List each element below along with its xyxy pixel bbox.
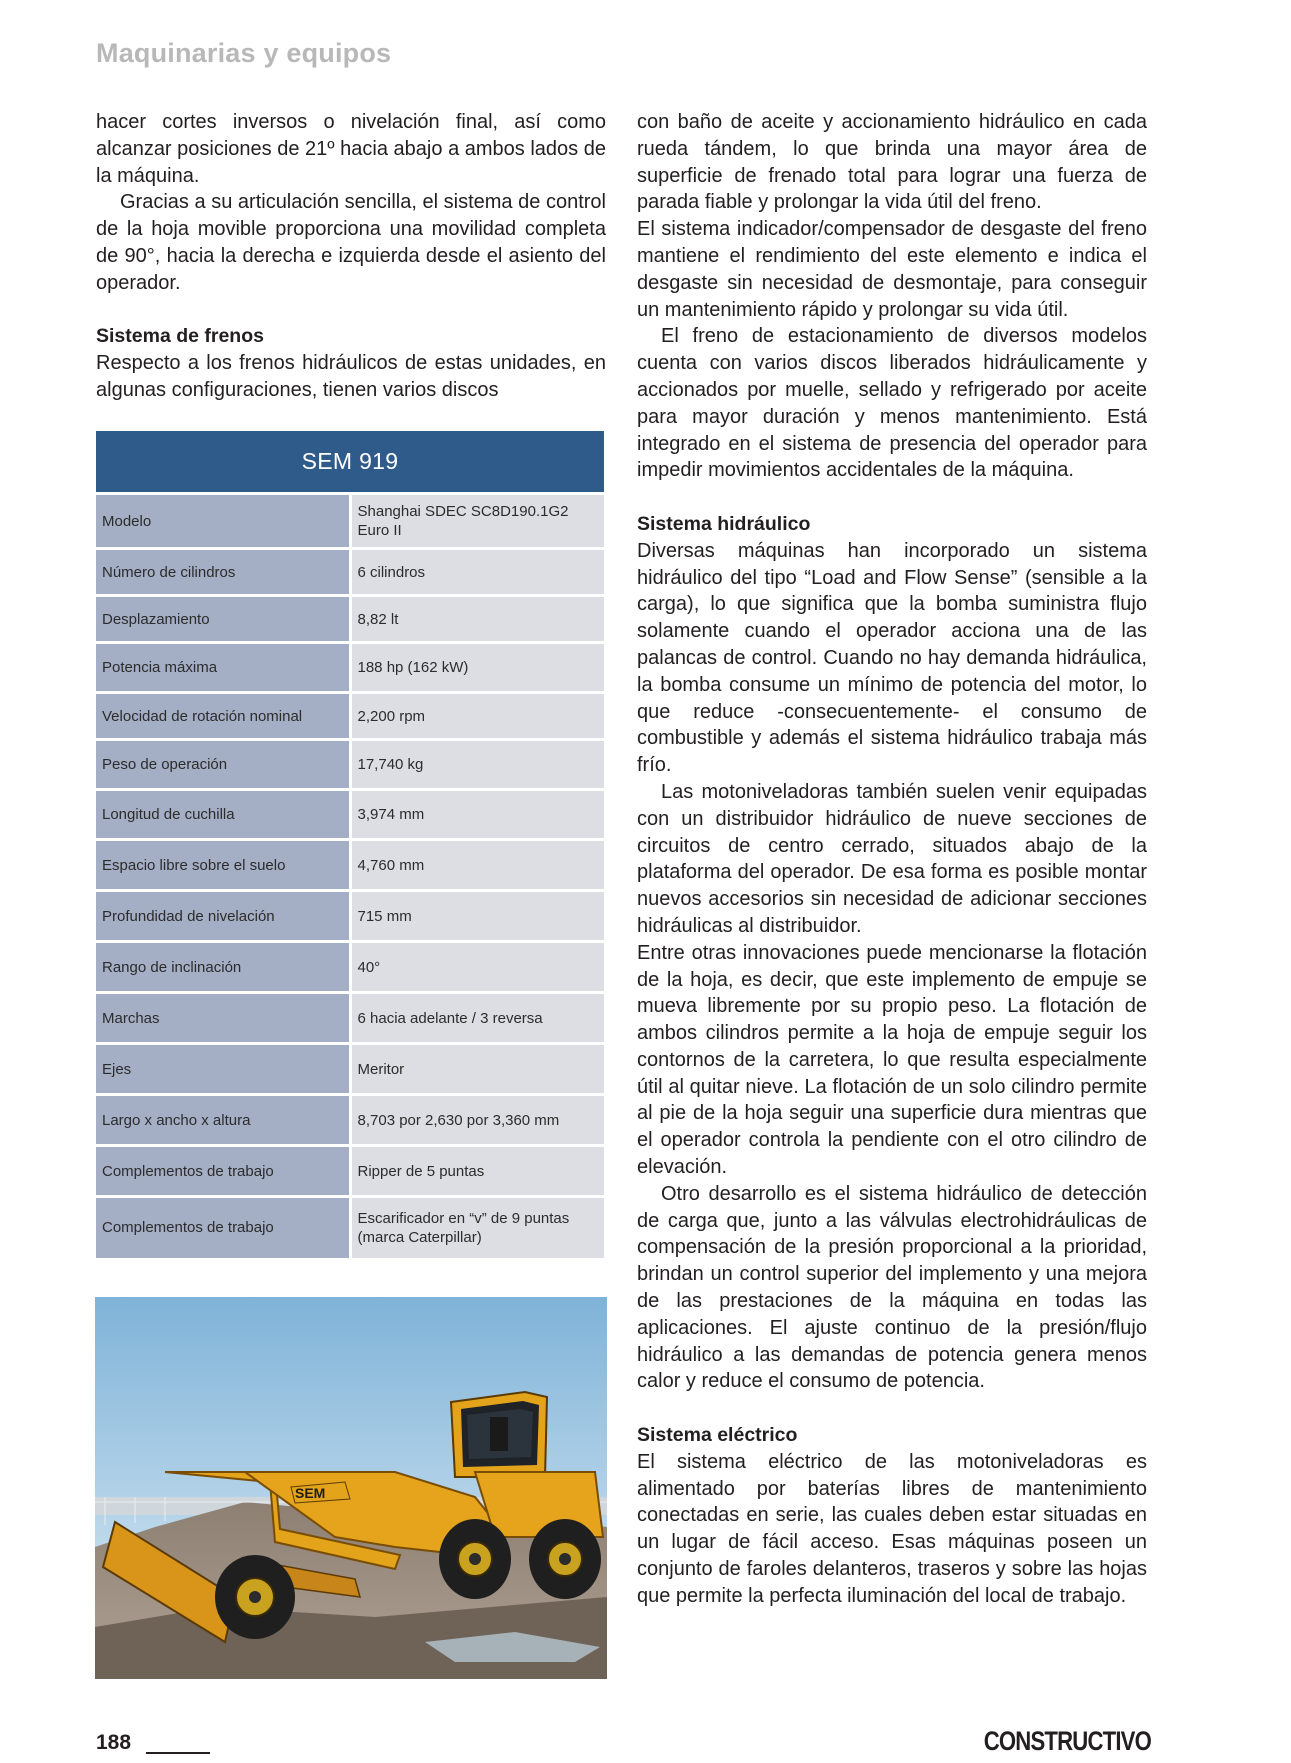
paragraph: con baño de aceite y accionamiento hidráulico en cada rueda tándem, lo que brinda una mayor área de superficie de frenado total para lograr una fuerza de parada fiable y prolongar la vida útil del freno. (637, 111, 1147, 214)
spec-label: Ejes (96, 1044, 350, 1095)
table-row (96, 596, 604, 643)
table-row (96, 993, 604, 1044)
spec-value: 715 mm (350, 891, 604, 942)
grader-brand-text: SEM (295, 1485, 326, 1501)
subheading-sistema-electrico: Sistema eléctrico (637, 1424, 798, 1447)
table-row (96, 790, 604, 840)
spec-value: Ripper de 5 puntas (350, 1146, 604, 1197)
spec-value: Escarificador en “v” de 9 puntas (marca Caterpillar) (350, 1197, 604, 1258)
paragraph: El sistema eléctrico de las motoniveladoras es alimentado por baterías libres de mantenimiento conectadas en serie, las cuales deben estar situadas en un lugar de fácil acceso. Esas máquinas poseen un conjunto de faroles delanteros, traseros y sobre las hojas que permite la perfecta iluminación del local de trabajo. (637, 1450, 1147, 1607)
magazine-logo: CONSTRUCTIVO (983, 1726, 1151, 1756)
table-row (96, 891, 604, 942)
subheading-sistema-de-frenos: Sistema de frenos (96, 325, 264, 348)
paragraph: Las motoniveladoras también suelen venir equipadas con un distribuidor hidráulico de nueve secciones de circuitos de centro cerrado, situados abajo de la plataforma del operador. De esa forma es posible montar nuevos accesorios sin necesidad de adicionar secciones hidráulicas al distribuidor. (637, 780, 1147, 937)
footer-rule (146, 1752, 210, 1754)
table-row (96, 740, 604, 790)
left-column (96, 109, 606, 404)
table-row (96, 693, 604, 740)
spec-label: Rango de inclinación (96, 942, 350, 993)
spec-value: 8,82 lt (350, 596, 604, 643)
section-title: Maquinarias y equipos (96, 38, 392, 68)
table-row (96, 1095, 604, 1146)
spec-value: Meritor (350, 1044, 604, 1095)
paragraph: Diversas máquinas han incorporado un sistema hidráulico del tipo “Load and Flow Sense” (sensible a la carga), lo que significa que la bomba suministra flujo solamente cuando el operador acciona una de las palancas de control. Cuando no hay demanda hidráulica, la bomba consume un mínimo de potencia del motor, lo que reduce -consecuentemente- el consumo de combustible y además el sistema hidráulico trabaja más frío. (637, 539, 1147, 777)
spec-label: Largo x ancho x altura (96, 1095, 350, 1146)
spec-label: Potencia máxima (96, 643, 350, 693)
table-row (96, 840, 604, 891)
spec-label: Modelo (96, 494, 350, 549)
spec-table (96, 431, 604, 1258)
table-row (96, 1197, 604, 1258)
table-row (96, 1146, 604, 1197)
table-row (96, 643, 604, 693)
paragraph: El freno de estacionamiento de diversos modelos cuenta con varios discos liberados hidráulicamente y accionados por muelle, sellado y refrigerado por aceite para mayor duración y menos mantenimiento. Está integrado en el sistema de presencia del operador para impedir movimientos accidentales de la máquina. (637, 325, 1147, 482)
spec-label: Velocidad de rotación nominal (96, 693, 350, 740)
spec-label: Complementos de trabajo (96, 1146, 350, 1197)
page-number: 188 (96, 1731, 132, 1754)
spec-value: 2,200 rpm (350, 693, 604, 740)
table-row (96, 549, 604, 596)
right-column (637, 109, 1147, 1610)
spec-label: Marchas (96, 993, 350, 1044)
spec-value: 188 hp (162 kW) (350, 643, 604, 693)
spec-value: Shanghai SDEC SC8D190.1G2 Euro II (350, 494, 604, 549)
spec-value: 8,703 por 2,630 por 3,360 mm (350, 1095, 604, 1146)
spec-table-title: SEM 919 (96, 431, 604, 494)
paragraph: El sistema indicador/compensador de desgaste del freno mantiene el rendimiento del este elemento e indica el desgaste sin necesidad de desmontaje, para conseguir un mantenimiento rápido y prolongar su vida útil. (637, 218, 1147, 321)
spec-value: 17,740 kg (350, 740, 604, 790)
spec-value: 3,974 mm (350, 790, 604, 840)
spec-label: Desplazamiento (96, 596, 350, 643)
spec-value: 6 hacia adelante / 3 reversa (350, 993, 604, 1044)
motor-grader-photo (95, 1297, 607, 1679)
spec-label: Número de cilindros (96, 549, 350, 596)
spec-value: 4,760 mm (350, 840, 604, 891)
spec-label: Espacio libre sobre el suelo (96, 840, 350, 891)
spec-value: 40° (350, 942, 604, 993)
table-row (96, 942, 604, 993)
paragraph: Otro desarrollo es el sistema hidráulico de detección de carga que, junto a las válvulas electrohidráulicas de compensación de la presión proporcional a la prioridad, brindan un control superior del implemento y una mejora de las prestaciones de la máquina en todas las aplicaciones. El ajuste continuo de la presión/flujo hidráulico a las demandas de potencia genera menos calor y reduce el consumo de potencia. (637, 1182, 1147, 1393)
spec-label: Complementos de trabajo (96, 1197, 350, 1258)
spec-label: Longitud de cuchilla (96, 790, 350, 840)
paragraph: Gracias a su articulación sencilla, el sistema de control de la hoja movible proporciona una movilidad completa de 90°, hacia la derecha e izquierda desde el asiento del operador. (96, 191, 606, 294)
spec-value: 6 cilindros (350, 549, 604, 596)
subheading-sistema-hidraulico: Sistema hidráulico (637, 512, 811, 535)
paragraph: Entre otras innovaciones puede mencionarse la flotación de la hoja, es decir, que este implemento de empuje se mueva libremente por su propio peso. La flotación de ambos cilindros permite a la hoja de empuje seguir los contornos de la carretera, lo que resulta especialmente útil al quitar nieve. La flotación de un solo cilindro permite al pie de la hoja seguir una superficie dura mientras que el operador controla la pendiente con el otro cilindro de elevación. (637, 941, 1147, 1179)
spec-label: Profundidad de nivelación (96, 891, 350, 942)
paragraph: hacer cortes inversos o nivelación final, así como alcanzar posiciones de 21º hacia abajo a ambos lados de la máquina. (96, 111, 606, 187)
spec-label: Peso de operación (96, 740, 350, 790)
paragraph: Respecto a los frenos hidráulicos de estas unidades, en algunas configuraciones, tienen varios discos (96, 352, 606, 401)
table-row (96, 494, 604, 549)
table-row (96, 1044, 604, 1095)
